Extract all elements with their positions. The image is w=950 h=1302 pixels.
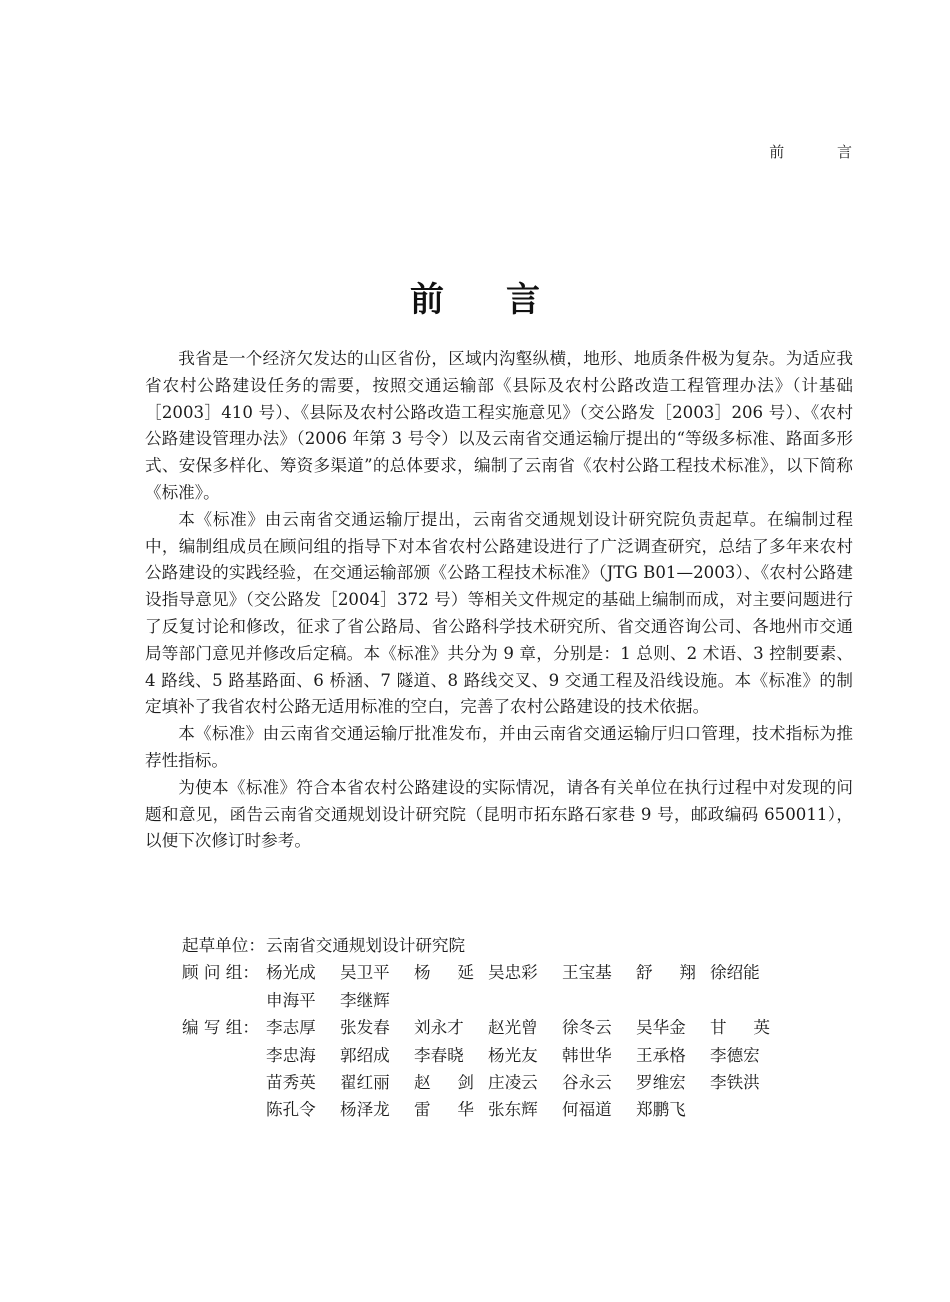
editor-name: 李德宏 <box>710 1045 760 1065</box>
editor-name: 杨泽龙 <box>340 1100 390 1120</box>
editor-name: 罗维宏 <box>636 1073 686 1093</box>
editor-name: 杨光友 <box>488 1045 538 1065</box>
editor-name: 韩世华 <box>562 1045 612 1065</box>
editor-name: 谷永云 <box>562 1073 612 1093</box>
editor-name: 翟红丽 <box>340 1073 390 1093</box>
advisor-name: 李继辉 <box>340 990 390 1010</box>
running-header: 前 言 <box>769 143 876 161</box>
editor-name: 苗秀英 <box>266 1073 316 1093</box>
page-title: 前言 <box>410 280 602 320</box>
editor-name: 陈孔令 <box>266 1100 316 1120</box>
editor-name: 王承格 <box>636 1045 686 1065</box>
editor-name: 李忠海 <box>266 1045 316 1065</box>
drafting-unit-label: 起草单位： <box>182 936 265 955</box>
advisors-names <box>266 959 822 1014</box>
editor-name: 庄凌云 <box>488 1073 538 1093</box>
credits <box>182 932 822 1124</box>
editor-name: 吴华金 <box>636 1018 686 1038</box>
drafting-unit-row <box>182 932 822 959</box>
advisor-name: 申海平 <box>266 990 316 1010</box>
editor-name: 徐冬云 <box>562 1018 612 1038</box>
editor-name: 雷华 <box>414 1100 474 1120</box>
editor-name: 甘英 <box>710 1018 770 1038</box>
editor-name: 赵剑 <box>414 1073 474 1093</box>
paragraph: 本《标准》由云南省交通运输厅批准发布，并由云南省交通运输厅归口管理，技术指标为推荐性指标。 <box>145 724 853 770</box>
editor-name: 刘永才 <box>414 1018 464 1038</box>
editor-name: 何福道 <box>562 1100 612 1120</box>
advisor-name: 吴卫平 <box>340 963 390 983</box>
editor-name: 李铁洪 <box>710 1073 760 1093</box>
advisor-name: 王宝基 <box>562 963 612 983</box>
editor-name: 郑鹏飞 <box>636 1100 686 1120</box>
editor-name: 张发春 <box>340 1018 390 1038</box>
paragraph: 我省是一个经济欠发达的山区省份，区域内沟壑纵横，地形、地质条件极为复杂。为适应我省农村公路建设任务的需要，按照交通运输部《县际及农村公路改造工程管理办法》（计基础［2003］410 号）、《县际及农村公路改造工程实施意见》（交公路发［2003］206 号）、《农村公路建设管理办法》（2006 年第 3 号令）以及云南省交通运输厅提出的“等级多标准、路面多形式、安保多样化、筹资多渠道”的总体要求，编制了云南省《农村公路工程技术标准》，以下简称《标准》。 <box>145 349 853 502</box>
drafting-unit-value: 云南省交通规划设计研究院 <box>266 936 466 955</box>
advisor-name: 舒翔 <box>636 963 696 983</box>
advisor-name: 吴忠彩 <box>488 963 538 983</box>
editor-name: 赵光曾 <box>488 1018 538 1038</box>
advisors-label: 顾 问 组： <box>182 963 259 983</box>
editor-name: 张东辉 <box>488 1100 538 1120</box>
editors-label: 编 写 组： <box>182 1018 259 1038</box>
editors-row <box>182 1014 822 1124</box>
advisor-name: 徐绍能 <box>710 963 760 983</box>
paragraph: 本《标准》由云南省交通运输厅提出，云南省交通规划设计研究院负责起草。在编制过程中，编制组成员在顾问组的指导下对本省农村公路建设进行了广泛调查研究，总结了多年来农村公路建设的实践经验，在交通运输部颁《公路工程技术标准》（JTG B01—2003）、《农村公路建设指导意见》（交公路发［2004］372 号）等相关文件规定的基础上编制而成，对主要问题进行了反复讨论和修改，征求了省公路局、省公路科学技术研究所、省交通咨询公司、各地州市交通局等部门意见并修改后定稿。本《标准》共分为 9 章，分别是：1 总则、2 术语、3 控制要素、4 路线、5 路基路面、6 桥涵、7 隧道、8 路线交叉、9 交通工程及沿线设施。本《标准》的制定填补了我省农村公路无适用标准的空白，完善了农村公路建设的技术依据。 <box>145 509 853 717</box>
preface-body <box>145 346 853 855</box>
advisors-row <box>182 959 822 1014</box>
advisor-name: 杨延 <box>414 963 474 983</box>
paragraph: 为使本《标准》符合本省农村公路建设的实际情况，请各有关单位在执行过程中对发现的问题和意见，函告云南省交通规划设计研究院（昆明市拓东路石家巷 9 号，邮政编码 650011），以便下次修订时参考。 <box>145 777 853 851</box>
editors-names <box>266 1014 822 1124</box>
advisor-name: 杨光成 <box>266 963 316 983</box>
editor-name: 李春晓 <box>414 1045 464 1065</box>
editor-name: 郭绍成 <box>340 1045 390 1065</box>
editor-name: 李志厚 <box>266 1018 316 1038</box>
